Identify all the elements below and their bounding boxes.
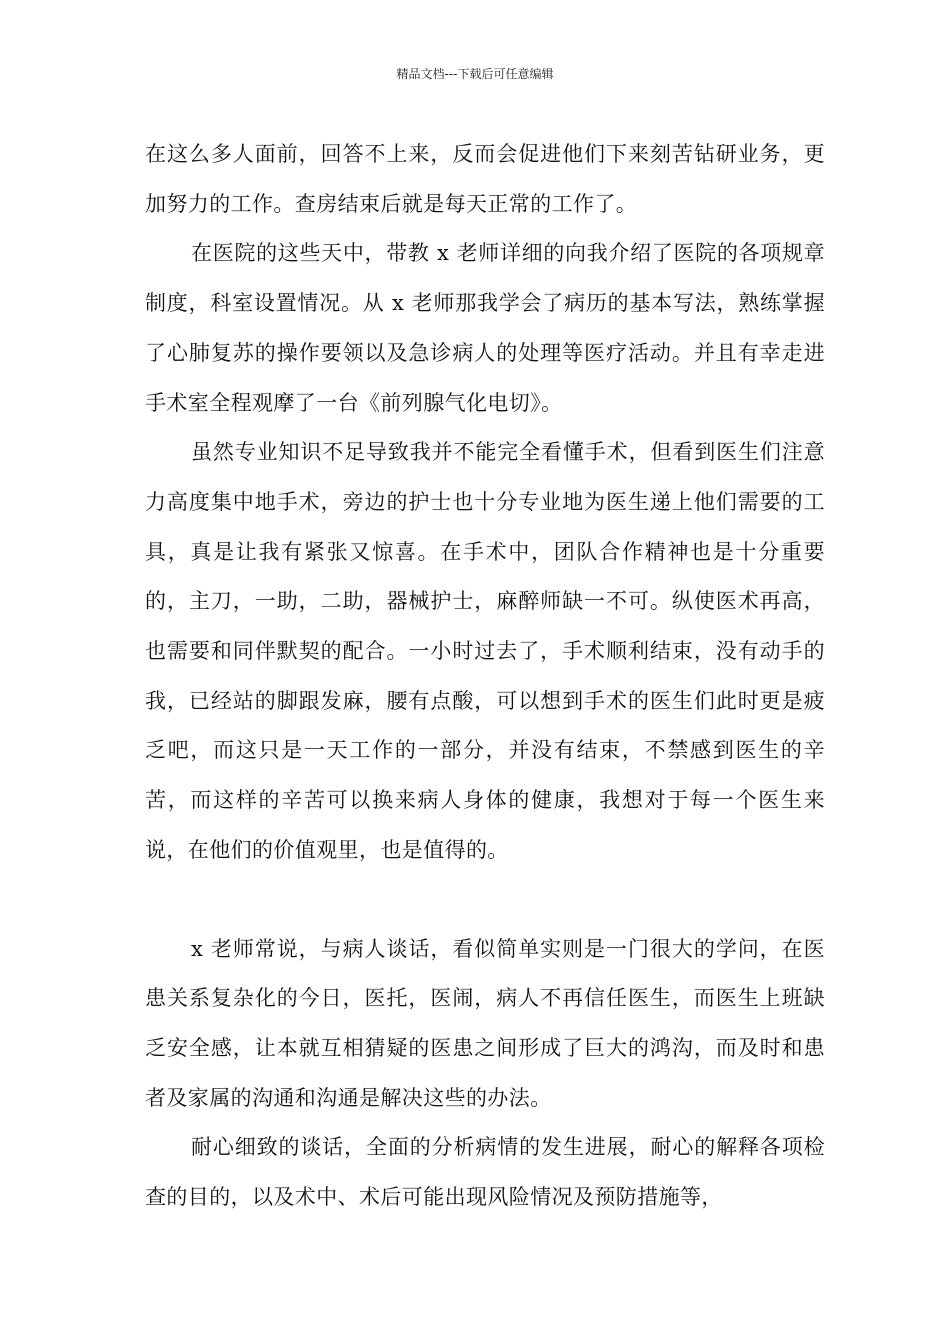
paragraph-1: 在这么多人面前，回答不上来，反而会促进他们下来刻苦钻研业务，更加努力的工作。查房结束后就是每天正常的工作了。: [145, 142, 825, 216]
document-body: [145, 130, 825, 1223]
paragraph-5: 耐心细致的谈话，全面的分析病情的发生进展，耐心的解释各项检查的目的，以及术中、术后可能出现风险情况及预防措施等，: [145, 1135, 825, 1210]
paragraph-2: 在医院的这些天中，带教 x 老师详细的向我介绍了医院的各项规章制度，科室设置情况。从 x 老师那我学会了病历的基本写法，熟练掌握了心肺复苏的操作要领以及急诊病人的处理等医疗活动。并且有幸走进手术室全程观摩了一台《前列腺气化电切》。: [145, 241, 825, 415]
page-header: 精品文档---下载后可任意编辑: [396, 67, 554, 81]
paragraph-4: x 老师常说，与病人谈话，看似简单实则是一门很大的学问，在医患关系复杂化的今日，医托，医闹，病人不再信任医生，而医生上班缺乏安全感，让本就互相猜疑的医患之间形成了巨大的鸿沟，而及时和患者及家属的沟通和沟通是解决这些的办法。: [145, 936, 825, 1110]
paragraph-gap: [145, 876, 825, 925]
paragraph-3: 虽然专业知识不足导致我并不能完全看懂手术，但看到医生们注意力高度集中地手术，旁边的护士也十分专业地为医生递上他们需要的工具，真是让我有紧张又惊喜。在手术中，团队合作精神也是十分重要的，主刀，一助，二助，器械护士，麻醉师缺一不可。纵使医术再高，也需要和同伴默契的配合。一小时过去了，手术顺利结束，没有动手的我，已经站的脚跟发麻，腰有点酸，可以想到手术的医生们此时更是疲乏吧，而这只是一天工作的一部分，并没有结束，不禁感到医生的辛苦，而这样的辛苦可以换来病人身体的健康，我想对于每一个医生来说，在他们的价值观里，也是值得的。: [145, 440, 825, 862]
